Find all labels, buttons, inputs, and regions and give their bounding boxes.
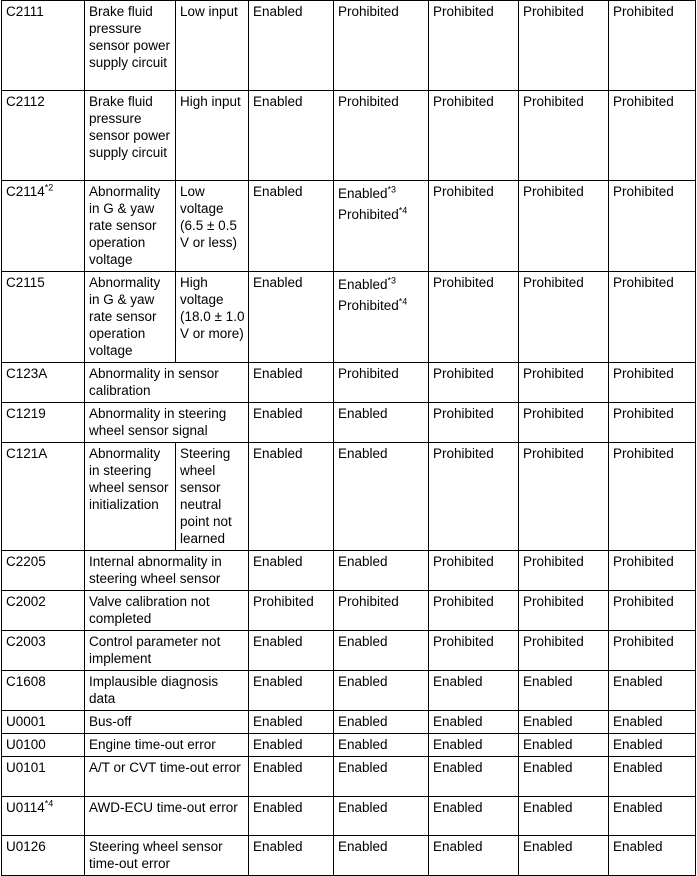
- dtc-code: C2112: [6, 94, 45, 109]
- detection-item-cell: Internal abnormality in steering wheel sensor: [85, 551, 249, 591]
- condition-cell: Steering wheel sensor neutral point not learned: [176, 443, 249, 551]
- status-cell: Prohibited: [519, 443, 609, 551]
- dtc-code: C2111: [6, 4, 44, 19]
- status-cell: Prohibited: [519, 181, 609, 272]
- status-cell: Enabled: [609, 734, 696, 757]
- condition-cell: Low voltage (6.5 ± 0.5 V or less): [176, 181, 249, 272]
- status-cell: Prohibited: [519, 1, 609, 91]
- status-cell: Prohibited: [609, 551, 696, 591]
- detection-item-cell: Steering wheel sensor time-out error: [85, 836, 249, 876]
- dtc-code-cell: [2, 797, 85, 836]
- footnote-mark: *2: [44, 182, 54, 193]
- status-cell: Prohibited: [519, 551, 609, 591]
- status-cell: Enabled: [334, 443, 429, 551]
- status-cell: Enabled: [609, 836, 696, 876]
- detection-item-cell: Brake fluid pressure sensor power supply circuit: [85, 91, 176, 181]
- detection-item-cell: Abnormality in sensor calibration: [85, 363, 249, 403]
- dtc-code-cell: [2, 671, 85, 711]
- table-row: [2, 734, 696, 757]
- status-cell: Enabled: [609, 671, 696, 711]
- table-row: [2, 797, 696, 836]
- dtc-code-cell: [2, 1, 85, 91]
- dtc-code: U0101: [6, 760, 46, 775]
- status-cell: [334, 181, 429, 272]
- table-row: [2, 757, 696, 797]
- detection-item-cell: Brake fluid pressure sensor power supply circuit: [85, 1, 176, 91]
- status-cell: Enabled: [249, 1, 334, 91]
- table-row: [2, 1, 696, 91]
- status-cell: Enabled: [429, 797, 519, 836]
- status-cell: Prohibited: [429, 363, 519, 403]
- detection-item-cell: Abnormality in steering wheel sensor initialization: [85, 443, 176, 551]
- table-row: [2, 631, 696, 671]
- status-cell: Enabled: [249, 757, 334, 797]
- dtc-code: C2205: [6, 554, 46, 569]
- dtc-code: U0001: [6, 714, 46, 729]
- status-cell: Enabled: [249, 836, 334, 876]
- detection-item-cell: Control parameter not implement: [85, 631, 249, 671]
- detection-item-cell: AWD-ECU time-out error: [85, 797, 249, 836]
- status-cell: Enabled: [249, 443, 334, 551]
- status-cell: Enabled: [249, 91, 334, 181]
- status-cell: Prohibited: [334, 591, 429, 631]
- table-row: [2, 272, 696, 363]
- status-cell: Prohibited: [609, 1, 696, 91]
- dtc-code: C2002: [6, 594, 46, 609]
- status-cell: Enabled: [334, 797, 429, 836]
- status-cell: Prohibited: [609, 91, 696, 181]
- status-cell: Enabled: [519, 797, 609, 836]
- status-cell: Prohibited: [334, 363, 429, 403]
- dtc-code-cell: [2, 734, 85, 757]
- detection-item-cell: Engine time-out error: [85, 734, 249, 757]
- status-cell: Prohibited: [249, 591, 334, 631]
- dtc-code-cell: [2, 836, 85, 876]
- status-cell: Prohibited: [609, 272, 696, 363]
- dtc-code-cell: [2, 711, 85, 734]
- status-cell: Prohibited: [519, 403, 609, 443]
- status-cell: Prohibited: [334, 91, 429, 181]
- status-cell: Prohibited: [429, 1, 519, 91]
- status-cell: Enabled: [249, 671, 334, 711]
- status-cell: [334, 272, 429, 363]
- status-cell: Prohibited: [609, 591, 696, 631]
- status-cell: Enabled: [519, 734, 609, 757]
- status-cell: Prohibited: [429, 403, 519, 443]
- dtc-table: [1, 0, 696, 876]
- status-cell: Enabled: [249, 551, 334, 591]
- status-cell: Prohibited: [334, 1, 429, 91]
- dtc-code-cell: [2, 181, 85, 272]
- dtc-code: C2114: [6, 184, 45, 199]
- detection-item-cell: Valve calibration not completed: [85, 591, 249, 631]
- status-cell: Prohibited: [609, 443, 696, 551]
- status-cell: Enabled: [334, 551, 429, 591]
- dtc-code-cell: [2, 91, 85, 181]
- status-cell: Enabled: [429, 734, 519, 757]
- dtc-code: U0114: [6, 800, 45, 815]
- table-row: [2, 363, 696, 403]
- status-line: Enabled$^{*3}$: [338, 275, 397, 292]
- dtc-code: C123A: [6, 366, 48, 381]
- status-cell: Enabled: [334, 757, 429, 797]
- status-cell: Prohibited: [429, 272, 519, 363]
- status-cell: Enabled: [334, 836, 429, 876]
- status-cell: Enabled: [609, 797, 696, 836]
- status-cell: Enabled: [334, 734, 429, 757]
- dtc-code: C1219: [6, 406, 46, 421]
- status-cell: Prohibited: [429, 591, 519, 631]
- dtc-code: C2115: [6, 275, 45, 290]
- status-line: Enabled$^{*3}$: [338, 184, 397, 201]
- dtc-code-cell: [2, 272, 85, 363]
- condition-cell: Low input: [176, 1, 249, 91]
- footnote-mark: *4: [44, 798, 54, 809]
- dtc-code-cell: [2, 403, 85, 443]
- table-row: [2, 181, 696, 272]
- status-cell: Prohibited: [429, 443, 519, 551]
- status-cell: Enabled: [249, 631, 334, 671]
- status-cell: Enabled: [429, 836, 519, 876]
- dtc-code: C1608: [6, 674, 46, 689]
- detection-item-cell: A/T or CVT time-out error: [85, 757, 249, 797]
- status-cell: Prohibited: [609, 363, 696, 403]
- status-cell: Prohibited: [609, 181, 696, 272]
- dtc-code-cell: [2, 443, 85, 551]
- table-row: [2, 836, 696, 876]
- footnote-mark: *4: [398, 205, 408, 216]
- footnote-mark: *3: [387, 184, 397, 195]
- dtc-code: C2003: [6, 634, 46, 649]
- status-cell: Enabled: [249, 272, 334, 363]
- status-line: Prohibited$^{*4}$: [338, 205, 408, 222]
- detection-item-cell: Bus-off: [85, 711, 249, 734]
- table-row: [2, 403, 696, 443]
- condition-cell: High voltage (18.0 ± 1.0 V or more): [176, 272, 249, 363]
- status-cell: Enabled: [249, 363, 334, 403]
- detection-item-cell: Abnormality in G & yaw rate sensor operation voltage: [85, 272, 176, 363]
- status-cell: Prohibited: [519, 631, 609, 671]
- status-cell: Enabled: [609, 711, 696, 734]
- status-cell: Enabled: [334, 671, 429, 711]
- status-cell: Prohibited: [519, 91, 609, 181]
- status-cell: Prohibited: [429, 91, 519, 181]
- dtc-code: C121A: [6, 446, 48, 461]
- status-cell: Enabled: [334, 631, 429, 671]
- dtc-code-cell: [2, 551, 85, 591]
- status-cell: Enabled: [519, 671, 609, 711]
- dtc-code-cell: [2, 757, 85, 797]
- status-cell: Enabled: [429, 757, 519, 797]
- status-cell: Prohibited: [519, 591, 609, 631]
- detection-item-cell: Abnormality in steering wheel sensor signal: [85, 403, 249, 443]
- status-line: Prohibited$^{*4}$: [338, 296, 408, 313]
- status-cell: Prohibited: [609, 403, 696, 443]
- status-cell: Prohibited: [429, 551, 519, 591]
- status-cell: Enabled: [249, 181, 334, 272]
- status-cell: Enabled: [249, 403, 334, 443]
- table-row: [2, 591, 696, 631]
- status-cell: Enabled: [429, 711, 519, 734]
- status-cell: Enabled: [519, 836, 609, 876]
- status-cell: Enabled: [609, 757, 696, 797]
- condition-cell: High input: [176, 91, 249, 181]
- status-cell: Enabled: [519, 757, 609, 797]
- table-row: [2, 551, 696, 591]
- status-cell: Prohibited: [519, 363, 609, 403]
- status-cell: Enabled: [519, 711, 609, 734]
- status-cell: Enabled: [334, 403, 429, 443]
- status-cell: Prohibited: [429, 631, 519, 671]
- dtc-code: U0126: [6, 839, 46, 854]
- status-cell: Enabled: [249, 797, 334, 836]
- dtc-code-cell: [2, 363, 85, 403]
- table-row: [2, 91, 696, 181]
- table-row: [2, 443, 696, 551]
- table-row: [2, 711, 696, 734]
- status-cell: Prohibited: [429, 181, 519, 272]
- status-cell: Enabled: [429, 671, 519, 711]
- status-cell: Prohibited: [609, 631, 696, 671]
- table-row: [2, 671, 696, 711]
- detection-item-cell: Implausible diagnosis data: [85, 671, 249, 711]
- detection-item-cell: Abnormality in G & yaw rate sensor operation voltage: [85, 181, 176, 272]
- dtc-code-cell: [2, 591, 85, 631]
- status-cell: Enabled: [249, 734, 334, 757]
- status-cell: Prohibited: [519, 272, 609, 363]
- status-cell: Enabled: [249, 711, 334, 734]
- status-cell: Enabled: [334, 711, 429, 734]
- dtc-code: U0100: [6, 737, 46, 752]
- dtc-code-cell: [2, 631, 85, 671]
- footnote-mark: *4: [398, 296, 408, 307]
- footnote-mark: *3: [387, 275, 397, 286]
